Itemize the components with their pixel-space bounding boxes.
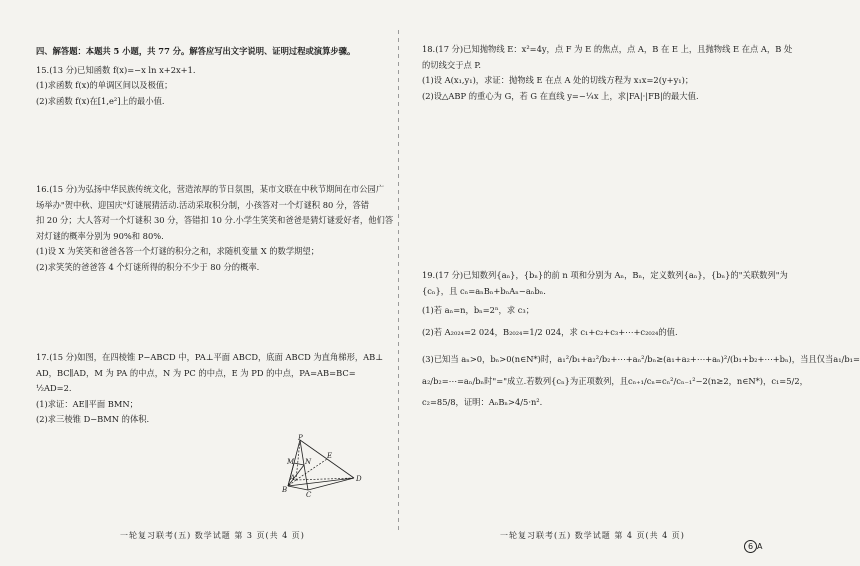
edge-pa — [296, 440, 300, 480]
q16-line4: 对灯谜的概率分别为 90%和 80%. — [36, 230, 164, 241]
q17-line2: AD，BC∥AD，M 为 PA 的中点，N 为 PC 的中点，E 为 PD 的中点，PA=AB=BC= — [36, 367, 356, 378]
q15-part1: (1)求函数 f(x)的单调区间以及极值； — [36, 80, 173, 90]
label-a: A — [290, 474, 296, 482]
q18-line2: 的切线交于点 P. — [422, 59, 481, 70]
q19-part3-line1: (3)已知当 aₙ>0，bₙ>0(n∈N*)时，a₁²/b₁+a₂²/b₂+⋯+aₙ²/bₙ≥(a₁+a₂+⋯+aₙ)²/(b₁+b₂+⋯+bₙ)，当且仅当a₁/b₁= — [422, 354, 860, 364]
q18-part2: (2)设△ABP 的重心为 G，若 G 在直线 y=−¼x 上，求|FA|·|FB|的最大值. — [422, 90, 699, 101]
label-e: E — [327, 452, 333, 460]
pyramid-figure — [270, 436, 370, 498]
q19-line2: {cₙ}，且 cₙ=aₙBₙ+bₙAₙ−aₙbₙ. — [422, 285, 546, 296]
q19-part3-line3: c₂=85/8，证明：AₙBₙ>4/5·n². — [422, 397, 543, 407]
label-b: B — [282, 486, 288, 494]
label-c: C — [306, 491, 312, 499]
question-18 — [422, 42, 793, 104]
left-footer: 一轮复习联考(五) 数学试题 第 3 页(共 4 页) — [120, 531, 305, 540]
edge-cd — [308, 478, 354, 490]
q17-part2: (2)求三棱锥 D−BMN 的体积. — [36, 414, 150, 424]
right-footer: 一轮复习联考(五) 数学试题 第 4 页(共 4 页) — [500, 531, 685, 540]
question-15 — [36, 63, 382, 110]
segment-mn — [294, 463, 304, 465]
corner-mark — [744, 540, 762, 553]
q16-line1: 16.(15 分)为弘扬中华民族传统文化，营造浓厚的节日氛围，某市文联在中秋节期间在市公园广 — [36, 184, 385, 194]
q17-line1: 17.(15 分)如图，在四棱锥 P−ABCD 中，PA⊥平面 ABCD，底面 ABCD 为直角梯形，AB⊥ — [36, 352, 384, 362]
label-p: P — [298, 434, 303, 442]
section-header: 四、解答题：本题共 5 小题，共 77 分。解答应写出文字说明、证明过程或演算步骤。 — [36, 46, 356, 56]
circled-number: 6 — [744, 540, 757, 553]
label-d: D — [356, 475, 362, 483]
q19-part3-line2: a₂/b₂=⋯=aₙ/bₙ时"="成立.若数列{cₙ}为正项数列，且cₙ₊₁/cₙ=cₙ²/cₙ₋₁²−2(n≥2，n∈N*)，c₁=5/2， — [422, 375, 808, 386]
question-17 — [36, 350, 383, 428]
label-m: M — [287, 458, 295, 466]
q15-part2: (2)求函数 f(x)在[1,e²]上的最小值. — [36, 95, 165, 106]
question-19 — [422, 268, 860, 411]
q18-part1: (1)设 A(x₁,y₁)，求证：抛物线 E 在点 A 处的切线方程为 x₁x=2(y+y₁)； — [422, 75, 694, 85]
corner-letter: A — [757, 542, 763, 551]
q16-part2: (2)求笑笑的爸爸答 4 个灯谜所得的积分不少于 80 分的概率. — [36, 261, 260, 272]
edge-bc — [288, 486, 308, 490]
q15-stem: 15.(13 分)已知函数 f(x)=−x ln x+2x+1. — [36, 64, 196, 75]
q16-line3: 扣 20 分；大人答对一个灯谜积 30 分，答错扣 10 分.小学生笑笑和爸爸是猜灯谜爱好者，他们答 — [36, 215, 394, 225]
q17-line3: ½AD=2. — [36, 383, 72, 393]
q16-part1: (1)设 X 为笑笑和爸爸各答一个灯谜的积分之和，求随机变量 X 的数学期望； — [36, 246, 320, 256]
q17-part1: (1)求证：AE∥平面 BMN； — [36, 398, 138, 409]
q19-line1: 19.(17 分)已知数列{aₙ}，{bₙ}的前 n 项和分别为 Aₙ，Bₙ，定义数列{aₙ}，{bₙ}的"关联数列"为 — [422, 270, 788, 280]
label-n: N — [305, 458, 312, 466]
q18-line1: 18.(17 分)已知抛物线 E：x²=4y，点 F 为 E 的焦点，点 A，B 在 E 上，且抛物线 E 在点 A，B 处 — [422, 44, 793, 54]
q19-part2: (2)若 A₂₀₂₄=2 024，B₂₀₂₄=1/2 024，求 c₁+c₂+c₃+⋯+c₂₀₂₄的值. — [422, 326, 678, 337]
q16-line2: 场举办"贺中秋、迎国庆"灯谜展猜活动.活动采取积分制，小孩答对一个灯谜积 80 分，答错 — [36, 199, 370, 210]
q19-part1: (1)若 aₙ=n，bₙ=2ⁿ，求 c₃； — [422, 305, 535, 315]
question-16 — [36, 182, 393, 275]
